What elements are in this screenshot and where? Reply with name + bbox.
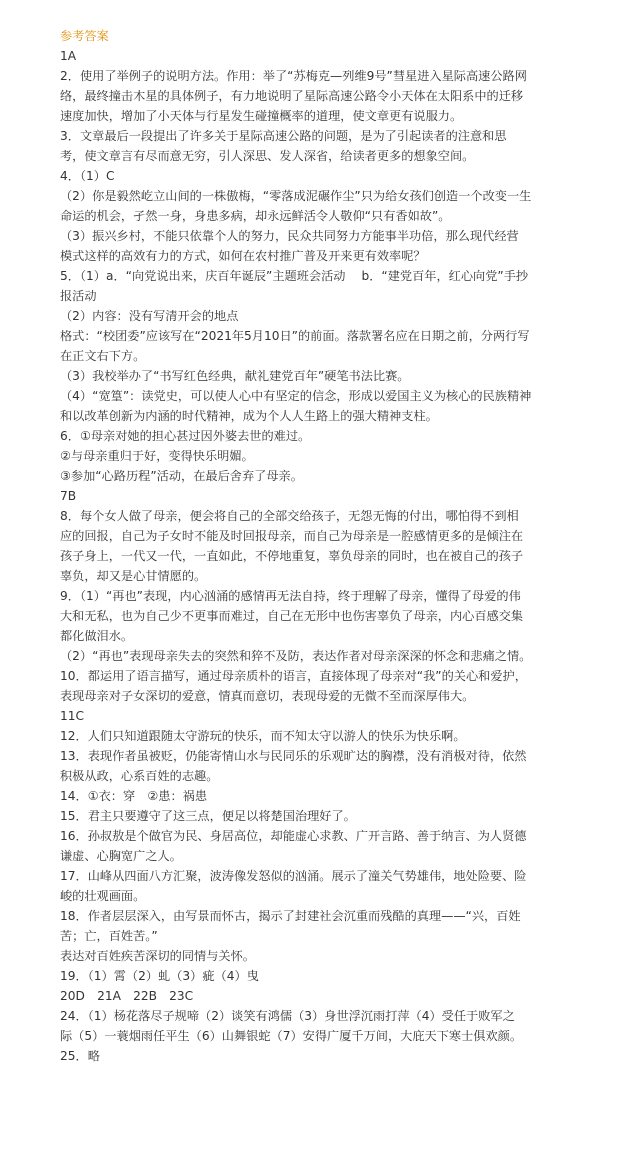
- answer-line: 络，最终撞击木星的具体例子，有力地说明了星际高速公路令小天体在太阳系中的迁移: [60, 89, 524, 103]
- answer-line: 报活动: [60, 289, 97, 303]
- answer-line: 7B: [60, 489, 77, 503]
- answer-line: 峻的壮观画面。: [60, 889, 146, 903]
- answer-lines: [60, 46, 626, 1066]
- answer-line: 25．略: [60, 1049, 100, 1063]
- answer-line: 20D 21A 22B 23C: [60, 989, 194, 1003]
- answer-line: 应的回报，自己为子女时不能及时回报母亲，而自己为母亲是一腔感情更多的是倾注在: [60, 529, 524, 543]
- answer-line: 速度加快，增加了小天体与行星发生碰撞概率的道理，使文章更有说服力。: [60, 109, 463, 123]
- answer-line: （2）你是毅然屹立山间的一株傲梅，“零落成泥碾作尘”只为给女孩们创造一个改变一生: [60, 189, 532, 203]
- answer-line: 表达对百姓疾苦深切的同情与关怀。: [60, 949, 255, 963]
- answer-line: 15．君主只要遵守了这三点，便足以将楚国治理好了。: [60, 809, 356, 823]
- answer-line: 2．使用了举例子的说明方法。作用：举了“苏梅克—列维9号”彗星进入星际高速公路网: [60, 69, 527, 83]
- answer-line: 18．作者层层深入，由写景而怀古，揭示了封建社会沉重而残酷的真理——“兴，百姓: [60, 909, 521, 923]
- answer-line: 在正文右下方。: [60, 349, 146, 363]
- answer-line: 积极从政，心系百姓的志趣。: [60, 769, 219, 783]
- answer-line: 4．（1）C: [60, 169, 115, 183]
- answer-line: 11C: [60, 709, 85, 723]
- answer-line: 9．（1）“再也”表现，内心汹涌的感情再无法自持，终于理解了母亲，懂得了母爱的伟: [60, 589, 521, 603]
- answer-line: 都化做泪水。: [60, 629, 134, 643]
- answer-line: 6．①母亲对她的担心甚过因外婆去世的难过。: [60, 429, 311, 443]
- answer-line: 8．每个女人做了母亲，便会将自己的全部交给孩子，无怨无悔的付出，哪怕得不到相: [60, 509, 519, 523]
- answer-line: （3）振兴乡村，不能只依靠个人的努力，民众共同努力方能事半功倍，那么现代经营: [60, 229, 519, 243]
- answer-line: 考，使文章言有尽而意无穷，引人深思、发人深省，给读者更多的想象空间。: [60, 149, 475, 163]
- answer-line: 格式：“校团委”应该写在“2021年5月10日”的前面。落款署名应在日期之前，分两行写: [60, 329, 530, 343]
- answer-document: [60, 26, 626, 1066]
- answer-line: 模式这样的高效有力的方式，如何在农村推广普及开来更有效率呢？: [60, 249, 426, 263]
- answer-line: 5．（1）a．“向党说出来，庆百年诞辰”主题班会活动 b．“建党百年，红心向党”手抄: [60, 269, 529, 283]
- answer-line: 14．①衣：穿 ②患：祸患: [60, 789, 208, 803]
- answer-line: 16．孙叔敖是个做官为民、身居高位，却能虚心求教、广开言路、善于纳言、为人贤德: [60, 829, 527, 843]
- answer-line: 际（5）一蓑烟雨任平生（6）山舞银蛇（7）安得广厦千万间，大庇天下寒士俱欢颜。: [60, 1029, 523, 1043]
- answer-line: 19．（1）霄（2）虬（3）疵（4）曳: [60, 969, 259, 983]
- answer-line: 孩子身上，一代又一代，一直如此，不停地重复，辜负母亲的同时，也在被自己的孩子: [60, 549, 524, 563]
- answer-line: （4）“宽篁”：读党史，可以使人心中有坚定的信念，形成以爱国主义为核心的民族精神: [60, 389, 532, 403]
- answer-line: 17．山峰从四面八方汇聚，波涛像发怒似的汹涌。展示了潼关气势雄伟，地处险要、险: [60, 869, 527, 883]
- answer-line: ②与母亲重归于好，变得快乐明媚。: [60, 449, 254, 463]
- answer-line: 谦虚、心胸宽广之人。: [60, 849, 182, 863]
- answer-line: 大和无私，也为自己少不更事而难过，自己在无形中也伤害辜负了母亲，内心百感交集: [60, 609, 524, 623]
- answer-line: 3．文章最后一段提出了许多关于星际高速公路的问题，是为了引起读者的注意和思: [60, 129, 507, 143]
- answer-line: 12．人们只知道跟随太守游玩的快乐，而不知太守以游人的快乐为快乐啊。: [60, 729, 466, 743]
- answer-line: 1A: [60, 49, 77, 63]
- answer-line: （2）内容：没有写清开会的地点: [60, 309, 239, 323]
- answer-line: 和以改革创新为内涵的时代精神，成为个人人生路上的强大精神支柱。: [60, 409, 438, 423]
- answer-line: ③参加“心路历程”活动，在最后舍弃了母亲。: [60, 469, 303, 483]
- answer-line: 13．表现作者虽被贬，仍能寄情山水与民同乐的乐观旷达的胸襟，没有消极对待，依然: [60, 749, 527, 763]
- answer-line: （2）“再也”表现母亲失去的突然和猝不及防，表达作者对母亲深深的怀念和悲痛之情。: [60, 649, 532, 663]
- answer-line: 24．（1）杨花落尽子规啼（2）谈笑有鸿儒（3）身世浮沉雨打萍（4）受任于败军之: [60, 1009, 515, 1023]
- answer-line: 辜负，却又是心甘情愿的。: [60, 569, 207, 583]
- answer-line: 表现母亲对子女深切的爱意，情真而意切，表现母爱的无微不至而深厚伟大。: [60, 689, 475, 703]
- answer-line: （3）我校举办了“书写红色经典，献礼建党百年”硬笔书法比赛。: [60, 369, 410, 383]
- answer-line: 命运的机会，孑然一身，身患多病，却永远鲜活令人敬仰“只有香如故”。: [60, 209, 451, 223]
- answer-title: 参考答案: [60, 29, 109, 43]
- answer-line: 10．都运用了语言描写，通过母亲质朴的语言，直接体现了母亲对“我”的关心和爱护，: [60, 669, 527, 683]
- answer-line: 苦；亡，百姓苦。”: [60, 929, 158, 943]
